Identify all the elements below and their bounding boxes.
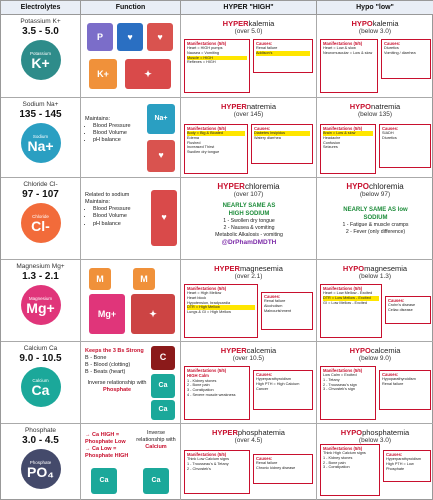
function-title: Related to sodium Maintains:: [85, 192, 130, 206]
causes-box: Causes: Crohn's disease Celiac disease: [385, 296, 431, 324]
causes-box: Causes: SIADH Diuretics: [379, 124, 431, 168]
inverse-partner: Phosphate: [102, 386, 132, 393]
function-title: Maintains:: [85, 116, 111, 122]
causes-box: Causes: Hypoparathyroidism Renal failure: [379, 370, 431, 410]
manifestations-box: Manifestations (5/5) Brain = Low & slow Headache Confusion Seizures: [320, 124, 376, 174]
potassium-badge: [21, 40, 61, 80]
inverse-rule: → Ca HIGH = Phosphate Low: [85, 432, 126, 446]
hypo-cell: [317, 260, 433, 341]
electrolyte-range: 9.0 - 10.5: [19, 353, 62, 364]
causes-box: Causes: Diabetes Insipidus Watery diarrhea: [251, 124, 313, 164]
potassium-mini-badge: K+: [89, 59, 117, 89]
causes-box: Causes: Diuretics Vomiting / diarrhea: [381, 39, 431, 79]
function-title: Keeps the 3 Bs Strong: [85, 348, 144, 354]
magnesium-badge: Magnesium Mg+: [21, 285, 61, 325]
hypo-title: HYPOcalcemia (below 9.0): [349, 346, 401, 362]
calcium-mini-badge: Ca: [151, 400, 175, 420]
calcium-mini-badge: Ca: [143, 468, 169, 494]
electrolyte-name: Sodium Na+: [22, 101, 59, 108]
magnesium-m-icon: M: [133, 268, 155, 290]
function-cell: [81, 15, 181, 97]
hypo-chloride-note: NEARLY SAME AS low SODIUM 1 - Fatigue & muscle cramps 2 - Fever (only difference): [342, 207, 409, 236]
function-cell: [81, 342, 181, 423]
electrolyte-name: Potassium K+: [20, 18, 61, 25]
muscle-relax-icon: ✦: [131, 294, 175, 334]
hyper-chloride-note: NEARLY SAME AS HIGH SODIUM 1 - Swollen dry tongue 2 - Nausea & vomiting Metabolic Alkalosis - vomiting @DrPhamDMDTH: [185, 202, 313, 248]
hypo-title: HYPOphosphatemia (below 3.0): [340, 428, 410, 444]
inverse-note: Inverse relationship with: [87, 379, 147, 386]
magnesium-m-icon: M: [89, 268, 111, 290]
function-cell: [81, 178, 181, 259]
function-cell: [81, 98, 181, 177]
causes-box: Causes: Renal failure Addison's: [253, 39, 313, 73]
electrolyte-cell: [1, 342, 81, 423]
blood-pressure-icon: ♥: [147, 140, 175, 172]
badge-small-label: Potassium: [29, 50, 51, 56]
hyper-title: HYPERchloremia (over 107): [217, 182, 280, 198]
row-calcium: [1, 342, 433, 424]
electrolyte-range: 135 - 145: [19, 109, 62, 120]
manifestations-box: Manifestations (5/5) Think High Calcium signs 1 - Kidney stones 2 - Bone pain 3 - Constipation: [320, 444, 380, 496]
function-item: • Blood Pressure: [93, 123, 145, 130]
table-header: [1, 1, 433, 15]
hypo-cell: [317, 342, 433, 423]
pancreas-icon: ♥: [117, 23, 143, 51]
row-magnesium: [1, 260, 433, 342]
function-item: • Blood Volume: [93, 130, 145, 137]
hyper-cell: [181, 178, 317, 259]
author-handle: @DrPhamDMDTH: [221, 239, 277, 247]
chloride-badge: Chloride Cl-: [21, 203, 61, 243]
hyper-cell: [181, 342, 317, 423]
electrolyte-cell: [1, 260, 81, 341]
function-item: • Blood Volume: [93, 213, 149, 220]
function-item: B - Bone: [85, 355, 107, 362]
row-potassium: [1, 15, 433, 98]
muscle-icon: ✦: [125, 59, 171, 89]
circulatory-body-icon: ♥: [151, 190, 177, 246]
electrolyte-range: 97 - 107: [22, 189, 59, 200]
electrolyte-range: 3.5 - 5.0: [22, 26, 59, 37]
potassium-icon: P: [87, 23, 113, 51]
hypo-title: HYPOnatremia (below 135): [349, 102, 401, 118]
calcium-mini-badge: Ca: [151, 374, 175, 398]
hypo-cell: [317, 178, 433, 259]
sodium-mini-badge: Na+: [147, 104, 175, 134]
hyper-cell: [181, 260, 317, 341]
hyper-title: HYPERmagnesemia (over 2.1): [214, 264, 283, 280]
electrolyte-name: Magnesium Mg+: [16, 263, 65, 270]
hyper-title: HYPERkalemia (over 5.0): [222, 19, 275, 35]
electrolyte-range: 3.0 - 4.5: [22, 435, 59, 446]
manifestations-box: Manifestations (5/5) HIGH Calm 1 - Kidney stones 2 - Bone pain 3 - Constipation 4 - Severe muscle weakness: [184, 366, 250, 420]
electrolyte-range: 1.3 - 2.1: [22, 271, 59, 282]
badge-symbol: K+: [31, 54, 50, 71]
hypo-cell: [317, 98, 433, 177]
electrolyte-name: Phosphate: [24, 427, 57, 434]
hypo-title: HYPOchloremia (below 97): [346, 182, 404, 198]
electrolyte-cell: [1, 15, 81, 97]
manifestations-box: Manifestations (5/5) Think Low Calcium signs 1 - Trousseau's & Tetany 2 - Chvostek's: [184, 450, 250, 494]
calcium-c-icon: C: [151, 346, 175, 370]
header-hyper: HYPER "HIGH": [181, 1, 317, 14]
function-item: B - Beats (heart): [85, 369, 126, 376]
calcium-badge: Calcium Ca: [21, 367, 61, 407]
row-phosphate: [1, 424, 433, 500]
manifestations-box: Manifestations (5/5) Low Calm = Excited 1 - Tetany 2 - Trousseau's sign 3 - Chvostek's sign: [320, 366, 376, 420]
hypo-title: HYPOkalemia (below 3.0): [351, 19, 399, 35]
header-hypo: Hypo "low": [317, 1, 433, 14]
hyper-cell: [181, 424, 317, 500]
causes-box: Causes: Hyperparathyroidism High PTH = Low Phosphate: [383, 450, 431, 482]
function-item: • pH balance: [93, 137, 145, 144]
causes-box: Causes: Renal failure Chronic kidney disease: [253, 454, 313, 484]
hypo-cell: [317, 424, 433, 500]
manifestations-box: Manifestations (5/5) Heart = Low & slow Neuromuscular = Low & slow: [320, 39, 378, 93]
function-item: • pH balance: [93, 221, 149, 228]
electrolyte-name: Calcium Ca: [23, 345, 58, 352]
heart-pump-icon: ♥: [147, 23, 173, 51]
manifestations-box: Manifestations (5/5) Body = Big & Bloated Edema Flushed Increased Thirst Swollen dry tongue: [184, 124, 248, 174]
row-sodium: [1, 98, 433, 178]
calcium-mini-badge: Ca: [91, 468, 117, 494]
header-function: Function: [81, 1, 181, 14]
hyper-title: HYPERnatremia (over 145): [220, 102, 277, 118]
function-cell: [81, 424, 181, 500]
inverse-note: Inverse relationship with: [136, 430, 176, 444]
hypo-title: HYPOmagnesemia (below 1.3): [342, 264, 408, 280]
inverse-rule: → Ca Low = Phosphate HIGH: [85, 446, 129, 460]
hyper-cell: [181, 15, 317, 97]
electrolyte-name: Chloride Cl-: [23, 181, 58, 188]
sodium-badge: Sodium Na+: [21, 123, 61, 163]
magnesium-mini-badge: Mg+: [89, 294, 125, 334]
hyper-cell: [181, 98, 317, 177]
electrolyte-cell: [1, 424, 81, 500]
manifestations-box: Manifestations (5/5) Heart = High Mellow Heart block Hypotension, bradycardia DTR = High Mellow Lungs & GI = High Mellow: [184, 284, 258, 338]
electrolyte-cell: [1, 178, 81, 259]
header-electrolytes: Electrolytes: [1, 1, 81, 14]
phosphate-badge: Phosphate PO₄: [21, 449, 61, 489]
function-item: • Blood Pressure: [93, 206, 149, 213]
hyper-title: HYPERphosphatemia (over 4.5): [212, 428, 285, 444]
manifestations-box: Manifestations (5/5) Heart = Low Mellow - Excited DTR = Low Mellow - Excited GI = Low Mellow - Excited: [320, 284, 382, 338]
inverse-partner: Calcium: [145, 444, 167, 451]
causes-box: Causes: Renal failure Alcoholism Malnourishment: [261, 292, 313, 330]
hyper-title: HYPERcalcemia (over 10.5): [220, 346, 277, 362]
manifestations-box: Manifestations (5/5) Heart = HIGH pumps Nausea = Vomiting Muscle = HIGH Reflexes = HIGH: [184, 39, 250, 93]
causes-box: Causes: Hyperparathyroidism High PTH = High Calcium Cancer: [253, 370, 313, 410]
hypo-cell: [317, 15, 433, 97]
electrolyte-cell: [1, 98, 81, 177]
function-cell: [81, 260, 181, 341]
function-item: B - Blood (clotting): [85, 362, 131, 369]
row-chloride: [1, 178, 433, 260]
